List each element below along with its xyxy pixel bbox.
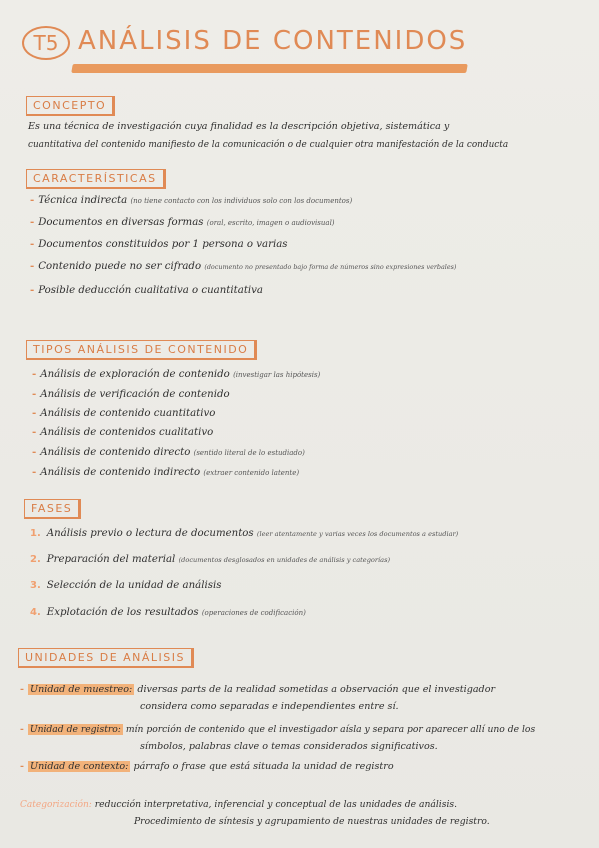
fases-heading: FASES <box>24 499 81 519</box>
fases-section <box>24 497 81 519</box>
unidad-contexto: - Unidad de contexto: párrafo o frase que está situada la unidad de registro <box>20 761 394 772</box>
unidad-registro-cont: símbolos, palabras clave o temas considerados significativos. <box>140 741 438 752</box>
tipos-heading: TIPOS ANÁLISIS DE CONTENIDO <box>26 340 257 360</box>
categorizacion: Categorización: reducción interpretativa, inferencial y conceptual de las unidades de análisis. <box>20 799 458 810</box>
topic-badge: T5 <box>22 26 70 60</box>
list-item: - Documentos constituidos por 1 persona o varias <box>30 238 288 250</box>
caracteristicas-section <box>26 167 166 189</box>
list-item: 2. Preparación del material (documentos desglosados en unidades de análisis y categorías) <box>30 554 391 565</box>
caracteristicas-heading: CARACTERÍSTICAS <box>26 169 166 189</box>
unidad-muestreo: - Unidad de muestreo: diversas parts de la realidad sometidas a observación que el investigador <box>20 684 496 695</box>
list-item: - Documentos en diversas formas (oral, escrito, imagen o audiovisual) <box>30 216 335 228</box>
concepto-section <box>26 94 115 116</box>
list-item: 4. Explotación de los resultados (operaciones de codificación) <box>30 607 306 618</box>
concepto-heading: CONCEPTO <box>26 96 115 116</box>
list-item: - Técnica indirecta (no tiene contacto con los individuos solo con los documentos) <box>30 194 353 206</box>
title-underline <box>71 64 468 73</box>
concepto-line-1: Es una técnica de investigación cuya finalidad es la descripción objetiva, sistemática y <box>28 121 450 132</box>
unidades-section <box>18 646 194 668</box>
categorizacion-cont: Procedimiento de síntesis y agrupamiento de nuestras unidades de registro. <box>134 816 490 827</box>
list-item: - Análisis de exploración de contenido (investigar las hipótesis) <box>32 368 321 380</box>
unidad-muestreo-cont: considera como separadas e independientes entre sí. <box>140 701 399 712</box>
list-item: - Posible deducción cualitativa o cuantitativa <box>30 284 263 296</box>
list-item: - Análisis de contenido indirecto (extraer contenido latente) <box>32 466 300 478</box>
page-title: ANÁLISIS DE CONTENIDOS <box>78 26 468 56</box>
list-item: 3. Selección de la unidad de análisis <box>30 580 222 591</box>
unidad-registro: - Unidad de registro: mín porción de contenido que el investigador aísla y separa por aparecer allí uno de los <box>20 724 536 735</box>
title-block <box>22 20 468 78</box>
tipos-section <box>26 338 257 360</box>
list-item: - Análisis de contenidos cualitativo <box>32 426 214 438</box>
list-item: - Contenido puede no ser cifrado (documento no presentado bajo forma de números sino expresiones verbales) <box>30 260 457 272</box>
concepto-line-2: cuantitativa del contenido manifiesto de la comunicación o de cualquier otra manifestación de la conducta <box>28 140 509 150</box>
list-item: - Análisis de contenido cuantitativo <box>32 407 216 419</box>
list-item: - Análisis de verificación de contenido <box>32 388 230 400</box>
list-item: - Análisis de contenido directo (sentido literal de lo estudiado) <box>32 446 305 458</box>
list-item: 1. Análisis previo o lectura de documentos (leer atentamente y varias veces los documentos a estudiar) <box>30 528 459 539</box>
unidades-heading: UNIDADES DE ANÁLISIS <box>18 648 194 668</box>
